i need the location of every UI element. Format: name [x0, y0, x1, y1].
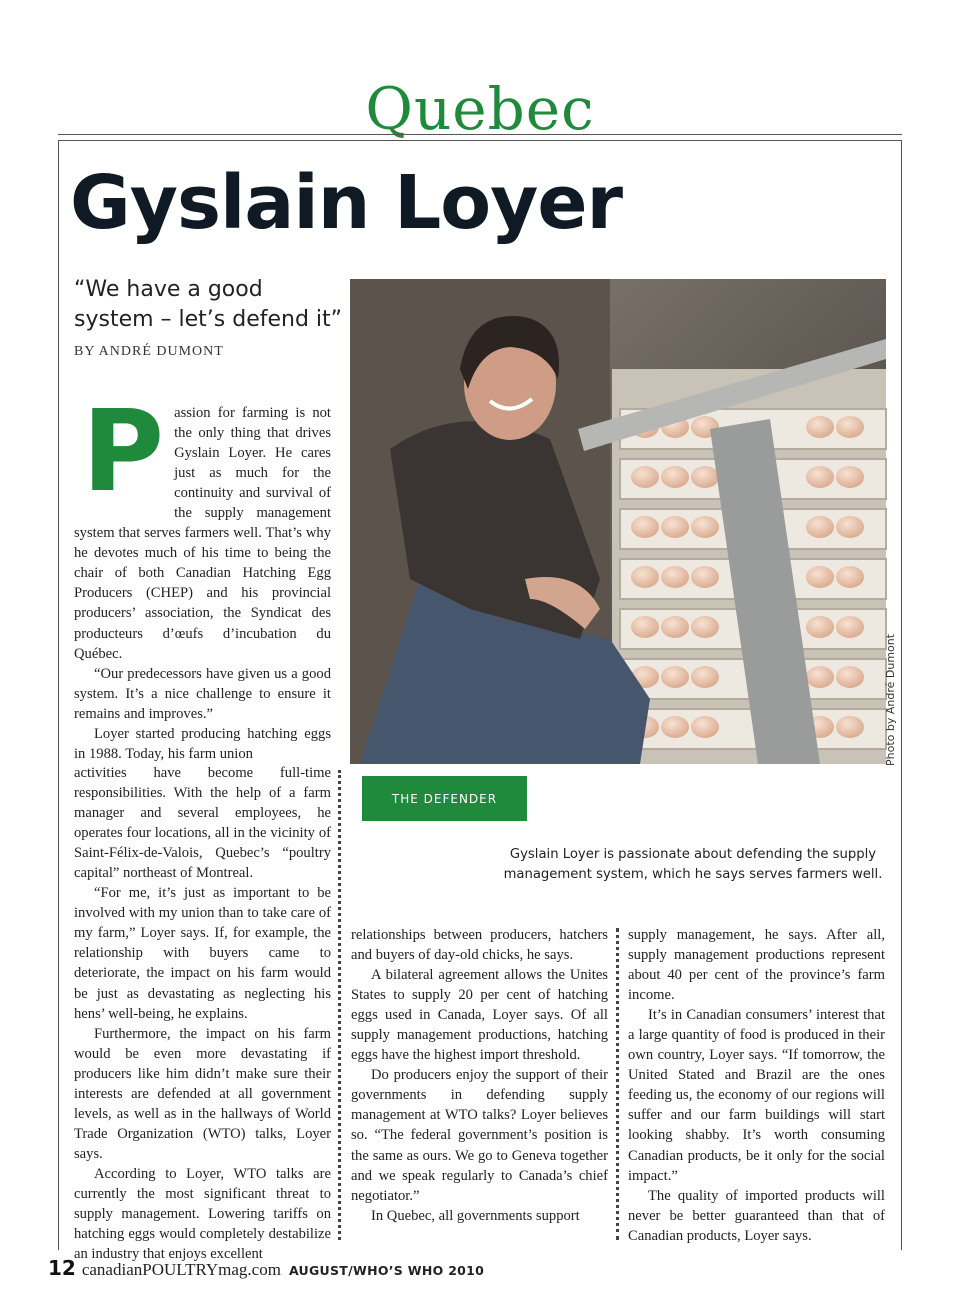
- article-headline: Gyslain Loyer: [70, 160, 623, 246]
- page-number: 12: [48, 1256, 76, 1280]
- photo-caption: Gyslain Loyer is passionate about defending the supply management system, which he says serves farmers well.: [503, 847, 883, 882]
- column-divider: [338, 770, 341, 1240]
- paragraph: The quality of imported products will never be better guaranteed than that of Canadian products, Loyer says.: [628, 1187, 885, 1244]
- paragraph: “For me, it’s just as important to be involved with my union than to take care of my farm,” Loyer says. If, for example, the relationship with buyers came to deteriorate, the impact on his farm would be just as devastating as neglecting his hens’ well-being, he explains.: [74, 885, 331, 1022]
- frame-top-border: [58, 140, 902, 141]
- photo-credit: Photo by André Dumont: [884, 633, 897, 766]
- paragraph: relationships between producers, hatchers and buyers of day-old chicks, he says.: [351, 927, 608, 964]
- paragraph: Loyer started producing hatching eggs in 1988. Today, his farm union: [74, 725, 331, 762]
- paragraph: assion for farming is not the only thing that drives Gyslain Loyer. He cares just as much for the continuity and survival of the supply management system that serves farmers well. That’s why he devotes much of his time to being the chair of both Canadian Hatching Egg Producers (CHEP) and his provincial producers’ association, the Syndicat des producteurs d’œufs d’incubation du Québec.: [74, 405, 331, 662]
- footer-issue: AUGUST/WHO’S WHO 2010: [288, 1263, 485, 1278]
- column-divider: [616, 928, 619, 1240]
- paragraph: Furthermore, the impact on his farm would be even more devastating if producers like him didn’t make sure their interests are defended at all government levels, as well as in the hallways of World Trade Organization (WTO) talks, Loyer says.: [74, 1025, 331, 1162]
- column-1-bottom: [74, 763, 331, 1263]
- paragraph: supply management, he says. After all, supply management productions represent about 40 per cent of the province’s farm income.: [628, 927, 885, 1004]
- paragraph: activities have become full-time responsibilities. With the help of a farm manager and several employees, he operates four locations, all in the vicinity of Saint-Félix-de-Valois, Quebec’s “poultry capital” northeast of Montreal.: [74, 765, 331, 882]
- section-title: Quebec: [365, 75, 595, 143]
- column-3: [628, 925, 885, 1245]
- paragraph: “Our predecessors have given us a good system. It’s a nice challenge to ensure it remains and improves.”: [74, 665, 331, 722]
- section-badge: THE DEFENDER: [362, 776, 527, 821]
- paragraph: Do producers enjoy the support of their governments in defending supply management at WTO talks? Loyer believes so. “The federal government’s position is the same as ours. We go to Geneva together and we speak regularly to Canada’s chief negotiator.”: [351, 1067, 608, 1204]
- frame-left-border: [58, 140, 59, 1250]
- paragraph: It’s in Canadian consumers’ interest that a large quantity of food is produced in their own country, Loyer says. “If tomorrow, the United Stated and Brazil are the ones feeding us, the economy of our regions will suffer and our farm buildings will start looking shabby. It’s worth consuming Canadian products, be it only for the social impact.”: [628, 1007, 885, 1184]
- drop-cap: P: [82, 387, 165, 517]
- article-dek: “We have a good system – let’s defend it”: [74, 277, 343, 332]
- frame-right-border: [901, 140, 902, 1250]
- top-rule: [58, 134, 902, 135]
- byline: BY ANDRÉ DUMONT: [74, 344, 224, 359]
- paragraph: According to Loyer, WTO talks are currently the most significant threat to supply management. Lowering tariffs on hatching eggs would completely destabilize an industry that enjoys excellent: [74, 1165, 331, 1263]
- footer-site: canadianPOULTRYmag.com: [81, 1260, 281, 1279]
- article-photo: [350, 279, 886, 764]
- paragraph: A bilateral agreement allows the Unites States to supply 20 per cent of hatching eggs used in Canada, Loyer says. Of all supply management productions, hatching eggs have the highest import threshold.: [351, 967, 608, 1064]
- page-footer: [48, 1256, 484, 1280]
- paragraph: In Quebec, all governments support: [371, 1207, 580, 1224]
- photo-illustration: [350, 279, 886, 764]
- column-2: [351, 925, 608, 1245]
- column-1-top: [74, 387, 331, 763]
